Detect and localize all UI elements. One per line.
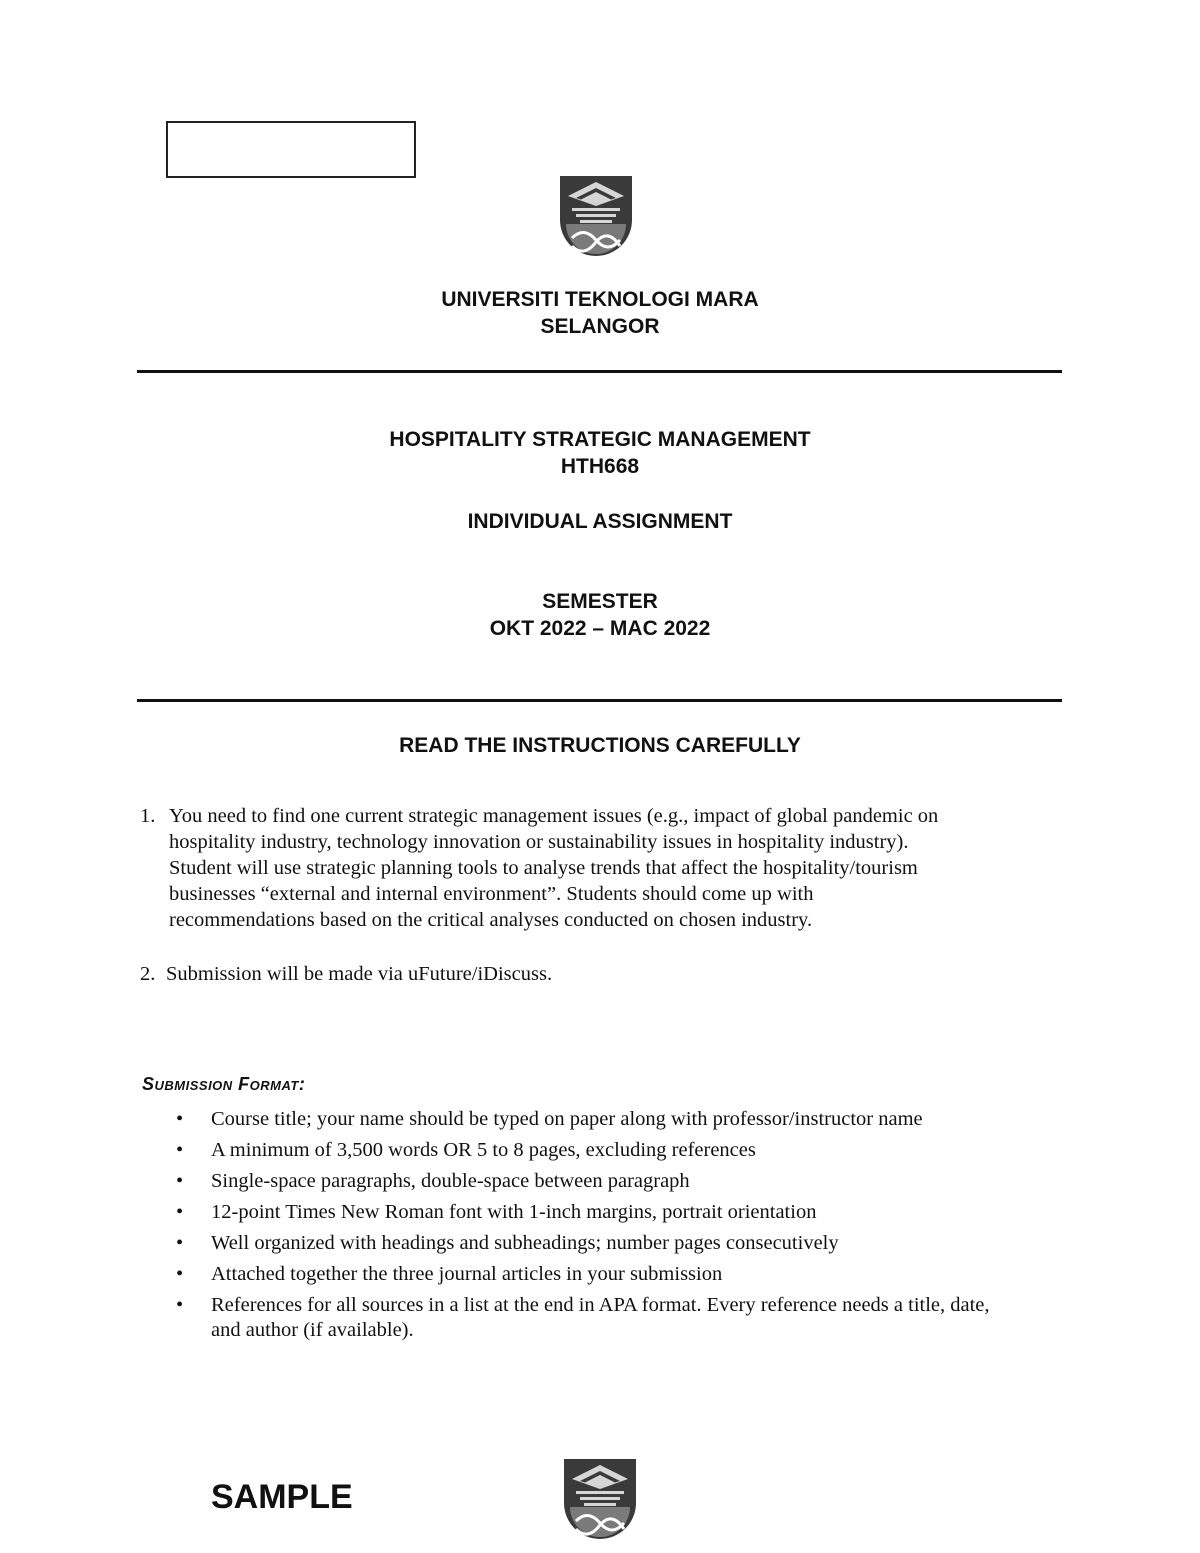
- bullet-icon: •: [176, 1201, 184, 1223]
- instruction-line: businesses “external and internal environment”. Students should come up with: [169, 883, 814, 905]
- course-title: HOSPITALITY STRATEGIC MANAGEMENT: [389, 428, 811, 451]
- bullet-icon: •: [176, 1232, 184, 1254]
- assessment-type: INDIVIDUAL ASSIGNMENT: [467, 510, 733, 533]
- university-name: UNIVERSITI TEKNOLOGI MARA: [441, 288, 759, 311]
- instruction-line: hospitality industry, technology innovation or sustainability issues in hospitality industry).: [169, 831, 909, 853]
- instruction-line: recommendations based on the critical analyses conducted on chosen industry.: [169, 909, 813, 931]
- submission-format-title: Submission Format:: [142, 1074, 306, 1094]
- list-item: • 12-point Times New Roman font with 1-inch margins, portrait orientation: [176, 1201, 817, 1223]
- uitm-crest-icon: [558, 174, 634, 266]
- instruction-number: 1.: [140, 805, 156, 827]
- campus-name: SELANGOR: [540, 315, 660, 338]
- instruction-line: You need to find one current strategic management issues (e.g., impact of global pandemic on: [169, 805, 939, 827]
- bullet-icon: •: [176, 1263, 184, 1285]
- list-item: • Single-space paragraphs, double-space between paragraph: [176, 1170, 690, 1192]
- semester-label: SEMESTER: [542, 590, 658, 613]
- list-item: • Attached together the three journal articles in your submission: [176, 1263, 723, 1285]
- instruction-line: Submission will be made via uFuture/iDiscuss.: [166, 963, 553, 985]
- bullet-icon: •: [176, 1139, 184, 1161]
- instruction-number: 2.: [140, 963, 156, 985]
- instruction-item-2: [140, 961, 1070, 987]
- bullet-icon: •: [176, 1108, 184, 1130]
- submission-format-list: [176, 1107, 1056, 1349]
- divider-bottom: [137, 699, 1062, 702]
- list-item: • Course title; your name should be typed on paper along with professor/instructor name: [176, 1108, 923, 1130]
- bullet-icon: •: [176, 1294, 184, 1316]
- list-item: • Well organized with headings and subheadings; number pages consecutively: [176, 1232, 839, 1254]
- semester-period: OKT 2022 – MAC 2022: [489, 617, 711, 640]
- instruction-item-1: [140, 803, 1070, 933]
- course-code: HTH668: [560, 455, 640, 478]
- blank-label-box: [166, 121, 416, 178]
- bullet-icon: •: [176, 1170, 184, 1192]
- instructions-heading: READ THE INSTRUCTIONS CAREFULLY: [399, 734, 801, 757]
- uitm-crest-icon-bottom: [562, 1457, 638, 1549]
- list-item: • References for all sources in a list at the end in APA format. Every reference needs a title, date, and author (if available).: [176, 1294, 990, 1341]
- list-item: • A minimum of 3,500 words OR 5 to 8 pages, excluding references: [176, 1139, 756, 1161]
- divider-top: [137, 370, 1062, 373]
- sample-watermark: SAMPLE: [211, 1478, 353, 1516]
- instruction-line: Student will use strategic planning tools to analyse trends that affect the hospitality/tourism: [169, 857, 918, 879]
